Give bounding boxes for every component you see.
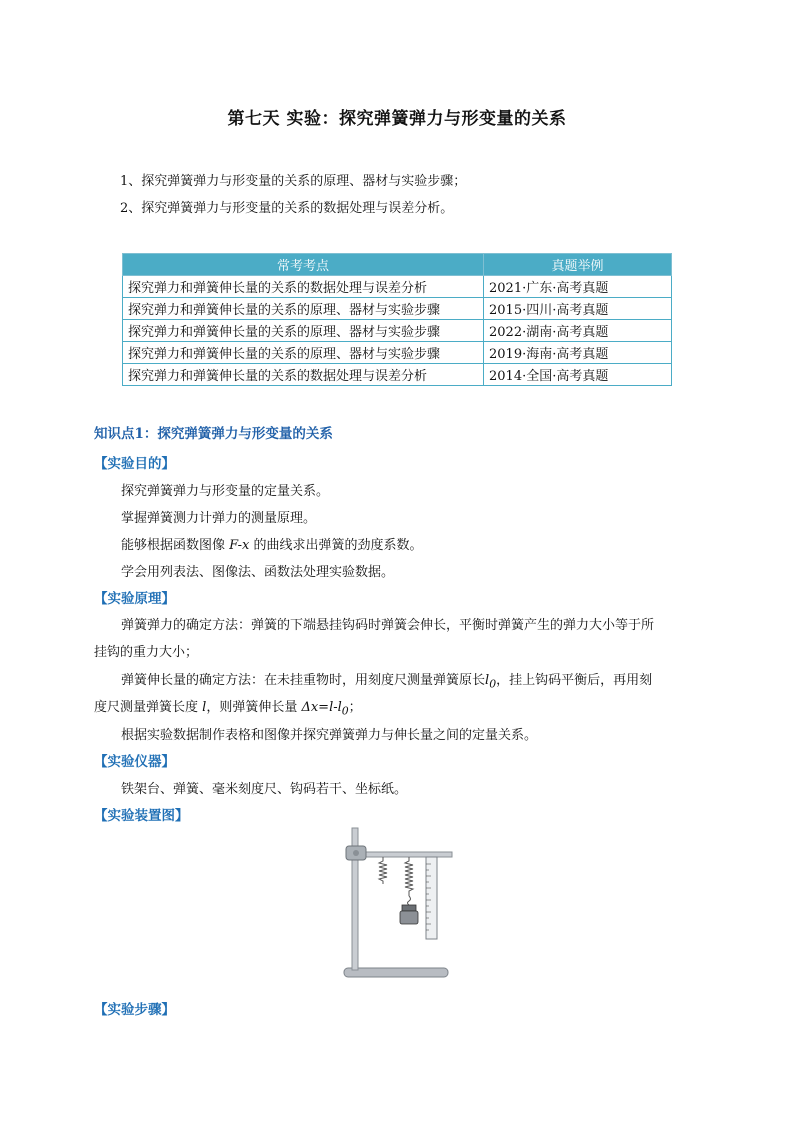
table-row — [123, 364, 672, 386]
table-row — [123, 342, 672, 364]
formula-sub: 0 — [341, 704, 349, 718]
weight-top — [402, 905, 416, 911]
instruments-text: 铁架台、弹簧、毫米刻度尺、钩码若干、坐标纸。 — [121, 782, 408, 797]
table-cell: 探究弹力和弹簧伸长量的关系的数据处理与误差分析 — [123, 276, 484, 298]
table-row — [123, 298, 672, 320]
text: 度尺测量弹簧长度 — [94, 700, 203, 715]
table-row — [123, 276, 672, 298]
formula-var: l — [202, 700, 207, 715]
table-row — [123, 320, 672, 342]
table-cell: 2019·海南·高考真题 — [484, 342, 672, 364]
page-title: 第七天 实验：探究弹簧弹力与形变量的关系 — [227, 109, 567, 129]
ruler — [426, 857, 437, 939]
purpose-item: 探究弹簧弹力与形变量的定量关系。 — [121, 484, 330, 499]
principle-line — [94, 696, 362, 718]
header-exam-point: 常考考点 — [123, 254, 484, 276]
principle-line: 弹簧弹力的确定方法：弹簧的下端悬挂钩码时弹簧会伸长，平衡时弹簧产生的弹力大小等于所 — [121, 618, 655, 633]
principle-line: 挂钩的重力大小； — [94, 645, 199, 660]
table-cell: 2015·四川·高考真题 — [484, 298, 672, 320]
table-cell: 探究弹力和弹簧伸长量的关系的原理、器材与实验步骤 — [123, 298, 484, 320]
table-cell: 2022·湖南·高考真题 — [484, 320, 672, 342]
clamp-screw — [353, 850, 359, 856]
formula-var: l — [485, 673, 490, 688]
table-cell: 2021·广东·高考真题 — [484, 276, 672, 298]
spring-unloaded — [379, 857, 387, 884]
table-cell: 探究弹力和弹簧伸长量的关系的原理、器材与实验步骤 — [123, 320, 484, 342]
section-principle: 【实验原理】 — [94, 591, 175, 607]
text: 的曲线求出弹簧的劲度系数。 — [249, 538, 423, 553]
stand-base — [344, 968, 448, 977]
exam-points-table — [122, 253, 672, 386]
section-instruments: 【实验仪器】 — [94, 754, 175, 770]
purpose-item — [121, 534, 422, 553]
table-cell: 探究弹力和弹簧伸长量的关系的数据处理与误差分析 — [123, 364, 484, 386]
section-setup: 【实验装置图】 — [94, 808, 189, 824]
principle-line — [121, 669, 652, 691]
table-header-row — [123, 254, 672, 276]
purpose-item: 掌握弹簧测力计弹力的测量原理。 — [121, 511, 317, 526]
text: 能够根据函数图像 — [121, 538, 230, 553]
formula-expr: Δx=l-l — [301, 700, 342, 715]
spring-loaded — [405, 857, 413, 905]
table-cell: 探究弹力和弹簧伸长量的关系的原理、器材与实验步骤 — [123, 342, 484, 364]
goal-2: 2、探究弹簧弹力与形变量的关系的数据处理与误差分析。 — [120, 201, 454, 216]
text: ； — [348, 700, 362, 715]
goal-1: 1、探究弹簧弹力与形变量的关系的原理、器材与实验步骤； — [120, 174, 467, 189]
apparatus-diagram — [338, 826, 458, 986]
section-steps: 【实验步骤】 — [94, 1002, 175, 1018]
knowledge-point-heading: 知识点1：探究弹簧弹力与形变量的关系 — [94, 426, 333, 442]
apparatus-figure — [338, 826, 458, 990]
purpose-item: 学会用列表法、图像法、函数法处理实验数据。 — [121, 565, 395, 580]
header-real-question: 真题举例 — [484, 254, 672, 276]
table-cell: 2014·全国·高考真题 — [484, 364, 672, 386]
formula-var: F-x — [229, 538, 250, 553]
principle-line: 根据实验数据制作表格和图像并探究弹簧弹力与伸长量之间的定量关系。 — [121, 728, 538, 743]
text: ，则弹簧伸长量 — [206, 700, 302, 715]
section-purpose: 【实验目的】 — [94, 456, 175, 472]
formula-sub: 0 — [489, 677, 497, 691]
weight-body — [400, 911, 418, 924]
text: ，挂上钩码平衡后，再用刻 — [496, 673, 653, 688]
text: 弹簧伸长量的确定方法：在未挂重物时，用刻度尺测量弹簧原长 — [121, 673, 486, 688]
